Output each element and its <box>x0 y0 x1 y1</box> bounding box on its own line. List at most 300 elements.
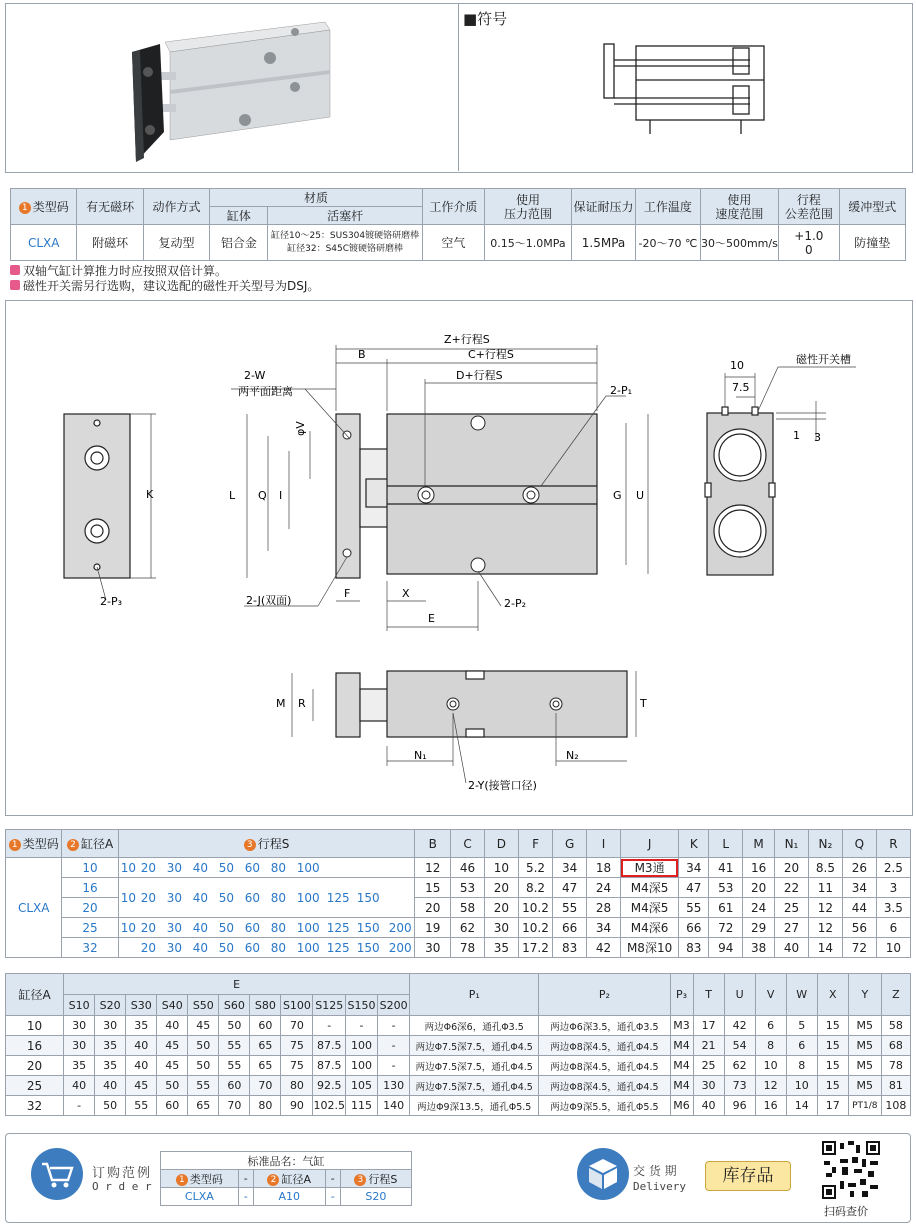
tolerance-header: 行程 公差范围 <box>779 189 839 225</box>
dim-value-k: 34 <box>679 858 709 878</box>
stroke-value: 80 <box>270 860 286 875</box>
delivery-title-en: Delivery <box>633 1180 686 1193</box>
dimension-table: 1 类型码 2 缸径A 3 行程S B C D F G I J K L M N₁ N₂ Q R CLXA 10 10 20 30 40 50 60 80 100 12 46 10 5.2 34 18 M3通 34 41 16 20 8.5 26 2.5 16 10 20 30 40 50 60 80 100 125 150 15 53 20 8.2 47 24 M4深5 47 53 20 22 11 34 3 20 20 58 20 10.2 55 28 M4深5 55 61 24 25 12 44 3.5 25 10 20 30 40 50 60 80 100 125 150 200 19 62 30 10.2 66 34 M4深6 66 72 29 27 12 56 6 32 20 30 40 50 60 80 100 125 150 200 30 78 35 17.2 83 42 M8深10 83 94 38 40 14 72 10 <box>5 829 911 958</box>
e-value: 55 <box>188 1076 219 1096</box>
dim-value-m: 38 <box>743 938 775 958</box>
rest-value: 21 <box>693 1036 724 1056</box>
action-header: 动作方式 <box>143 189 209 225</box>
e-value: 60 <box>250 1016 281 1036</box>
label-b: B <box>358 348 366 361</box>
col-b: B <box>415 830 451 858</box>
pressure-header: 使用 压力范围 <box>485 189 572 225</box>
dim-value-c: 46 <box>451 858 485 878</box>
e-value: 92.5 <box>313 1076 346 1096</box>
cylinder-value: 铝合金 <box>210 225 268 261</box>
label-t: T <box>640 697 647 710</box>
dim-value-l: 61 <box>709 898 743 918</box>
dim-bore: 10 <box>62 858 118 878</box>
e-value: 45 <box>157 1036 188 1056</box>
stroke-value: 30 <box>166 860 182 875</box>
e-row <box>6 1016 911 1036</box>
e-value: 50 <box>95 1096 126 1116</box>
stroke-value: 80 <box>270 890 286 905</box>
dim-value-j: M8深10 <box>620 938 678 958</box>
dim-value-d: 35 <box>484 938 518 958</box>
p1-value: 两边Φ9深13.5，通孔Φ5.5 <box>410 1096 539 1116</box>
stroke-list <box>118 878 415 918</box>
dim-row <box>6 878 911 898</box>
p3-value: M4 <box>670 1076 693 1096</box>
e-value: 40 <box>95 1076 126 1096</box>
e-value: 50 <box>157 1076 188 1096</box>
order-std-name: 标准品名：气缸 <box>161 1152 412 1170</box>
tolerance-minus: 0 <box>805 242 813 257</box>
e-col-header: S40 <box>157 995 188 1016</box>
e-col-header: S20 <box>95 995 126 1016</box>
dim-value-b: 12 <box>415 858 451 878</box>
dim-value-c: 62 <box>451 918 485 938</box>
order-v1: CLXA <box>161 1188 239 1206</box>
dim-value-b: 19 <box>415 918 451 938</box>
dim-value-n₁: 27 <box>775 918 809 938</box>
e-col-header: S200 <box>378 995 410 1016</box>
stroke-value: 50 <box>218 890 234 905</box>
label-groove: 磁性开关槽 <box>796 353 851 366</box>
dim-value-i: 18 <box>587 858 621 878</box>
e-value: 65 <box>188 1096 219 1116</box>
e-bore: 20 <box>6 1056 64 1076</box>
rod-value-2: 缸径32：S45C镀硬铬研磨棒 <box>287 243 404 254</box>
rest-value: 15 <box>817 1036 848 1056</box>
p1-value: 两边Φ7.5深7.5，通孔Φ4.5 <box>410 1036 539 1056</box>
rest-value: M5 <box>848 1076 881 1096</box>
dim-value-n₂: 12 <box>808 918 842 938</box>
e-bore-header: 缸径A <box>6 974 64 1016</box>
dim-value-n₂: 11 <box>808 878 842 898</box>
p1-value: 两边Φ7.5深7.5，通孔Φ4.5 <box>410 1056 539 1076</box>
label-f: F <box>344 587 351 600</box>
stroke-value <box>389 891 411 905</box>
stroke-value: 20 <box>140 920 156 935</box>
y-header: Y <box>848 974 881 1016</box>
order-dash-3: - <box>238 1188 253 1206</box>
e-bore: 10 <box>6 1016 64 1036</box>
e-value: 115 <box>346 1096 378 1116</box>
dim-value-n₁: 22 <box>775 878 809 898</box>
dim-bore: 16 <box>62 878 118 898</box>
col-g: G <box>553 830 587 858</box>
order-dash-2: - <box>325 1170 340 1188</box>
dim-value-i: 42 <box>587 938 621 958</box>
magnet-header: 有无磁环 <box>77 189 143 225</box>
stroke-value: 80 <box>270 920 286 935</box>
rest-value: 108 <box>881 1096 910 1116</box>
u-header: U <box>724 974 755 1016</box>
stroke-value <box>389 861 411 875</box>
order-h3: 行程S <box>368 1172 398 1186</box>
stroke-value: 10 <box>120 890 136 905</box>
rest-value: 42 <box>724 1016 755 1036</box>
rest-value: 15 <box>817 1056 848 1076</box>
label-10: 10 <box>730 359 744 372</box>
label-y: 2-Y(接管口径) <box>468 779 537 792</box>
stroke-value: 60 <box>244 920 260 935</box>
dim-value-j: M3通 <box>620 858 678 878</box>
rest-value: 5 <box>786 1016 817 1036</box>
p3-value: M6 <box>670 1096 693 1116</box>
rest-value: 10 <box>786 1076 817 1096</box>
rest-value: 73 <box>724 1076 755 1096</box>
order-h2: 缸径A <box>281 1172 311 1186</box>
rest-value: 17 <box>817 1096 848 1116</box>
col-n1: N₁ <box>775 830 809 858</box>
dim-value-q: 56 <box>842 918 876 938</box>
label-e: E <box>428 612 435 625</box>
dim-value-i: 34 <box>587 918 621 938</box>
stroke-value: 60 <box>244 940 260 955</box>
p2-value: 两边Φ9深5.5，通孔Φ5.5 <box>539 1096 670 1116</box>
stroke-list <box>118 938 415 958</box>
cushion-value: 防撞垫 <box>839 225 906 261</box>
label-v: φV <box>294 421 307 436</box>
e-value: - <box>346 1016 378 1036</box>
e-value: - <box>313 1016 346 1036</box>
stock-badge: 库存品 <box>705 1161 791 1191</box>
dim-value-i: 28 <box>587 898 621 918</box>
e-value: 55 <box>219 1036 250 1056</box>
stroke-list <box>118 918 415 938</box>
type-code-value: CLXA <box>11 225 77 261</box>
e-bore: 16 <box>6 1036 64 1056</box>
type-code-header: 类型码 <box>32 200 69 214</box>
e-value: 100 <box>346 1036 378 1056</box>
qr-caption: 扫码查价 <box>824 1205 868 1218</box>
dim-value-f: 8.2 <box>518 878 553 898</box>
rest-value: 16 <box>755 1096 786 1116</box>
stroke-value: 60 <box>244 890 260 905</box>
col-c: C <box>451 830 485 858</box>
dim-value-r: 10 <box>876 938 910 958</box>
stroke-value: 50 <box>218 860 234 875</box>
stroke-value: 150 <box>356 940 380 955</box>
e-bore: 25 <box>6 1076 64 1096</box>
e-value: 35 <box>126 1016 157 1036</box>
col-f: F <box>518 830 553 858</box>
rest-value: 12 <box>755 1076 786 1096</box>
e-value: 30 <box>64 1036 95 1056</box>
p2-value: 两边Φ8深4.5，通孔Φ4.5 <box>539 1056 670 1076</box>
e-value: 70 <box>219 1096 250 1116</box>
dim-value-b: 15 <box>415 878 451 898</box>
p2-value: 两边Φ8深4.5，通孔Φ4.5 <box>539 1076 670 1096</box>
rest-value: 78 <box>881 1056 910 1076</box>
e-bore: 32 <box>6 1096 64 1116</box>
label-p3: 2-P₃ <box>100 595 123 608</box>
e-value: 50 <box>219 1016 250 1036</box>
e-row <box>6 1096 911 1116</box>
p1-header: P₁ <box>410 974 539 1016</box>
label-w-desc: 两平面距离 <box>238 385 293 398</box>
dim-value-r: 3.5 <box>876 898 910 918</box>
label-l: L <box>229 489 236 502</box>
e-row <box>6 1056 911 1076</box>
e-value: 90 <box>281 1096 313 1116</box>
dim-value-l: 41 <box>709 858 743 878</box>
order-h1: 类型码 <box>189 1172 223 1186</box>
dim-value-k: 55 <box>679 898 709 918</box>
label-7-5: 7.5 <box>732 381 750 394</box>
e-value: 80 <box>281 1076 313 1096</box>
rest-value: 8 <box>755 1036 786 1056</box>
stroke-value: 30 <box>166 920 182 935</box>
dim-value-f: 10.2 <box>518 918 553 938</box>
stroke-value: 30 <box>166 890 182 905</box>
p3-value: M3 <box>670 1016 693 1036</box>
p3-header: P₃ <box>670 974 693 1016</box>
e-value: 80 <box>250 1096 281 1116</box>
stroke-value: 50 <box>218 920 234 935</box>
dim-value-c: 53 <box>451 878 485 898</box>
medium-value: 空气 <box>422 225 484 261</box>
stroke-value: 10 <box>120 920 136 935</box>
e-value: 35 <box>95 1056 126 1076</box>
e-value: 105 <box>346 1076 378 1096</box>
w-header: W <box>786 974 817 1016</box>
dim-row <box>6 918 911 938</box>
rest-value: 40 <box>693 1096 724 1116</box>
e-value: 60 <box>157 1096 188 1116</box>
temp-header: 工作温度 <box>636 189 700 225</box>
dim-value-j: M4深5 <box>620 878 678 898</box>
e-col-header: S80 <box>250 995 281 1016</box>
stroke-list <box>118 858 415 878</box>
label-w: 2-W <box>244 369 266 382</box>
rod-value-1: 缸径10～25：SUS304镀硬铬研磨棒 <box>271 230 420 241</box>
top-divider <box>458 3 459 171</box>
e-value: 40 <box>126 1056 157 1076</box>
p1-value: 两边Φ6深6，通孔Φ3.5 <box>410 1016 539 1036</box>
dim-value-q: 44 <box>842 898 876 918</box>
rest-value: 68 <box>881 1036 910 1056</box>
dim-bore: 32 <box>62 938 118 958</box>
spec-table: 1 类型码 有无磁环 动作方式 材质 工作介质 使用 压力范围 保证耐压力 工作温度 使用 速度范围 行程 公差范围 缓冲型式 缸体 活塞杆 CLXA 附磁环 复动型 铝合金 缸径10～25：SUS304镀硬铬研磨棒 缸径32：S45C镀硬铬研磨棒 空气 0.15～1.0MPa 1.5MPa -20～70 ℃ 30～500mm/s +1.0 0 防撞垫 <box>10 188 906 261</box>
dim-bore: 25 <box>62 918 118 938</box>
col-n2: N₂ <box>808 830 842 858</box>
e-value: 102.5 <box>313 1096 346 1116</box>
dim-value-g: 55 <box>553 898 587 918</box>
rest-value: 30 <box>693 1076 724 1096</box>
stroke-value: 200 <box>388 920 412 935</box>
label-n2: N₂ <box>566 749 579 762</box>
e-col-header: S150 <box>346 995 378 1016</box>
e-value: 75 <box>281 1036 313 1056</box>
e-value: 45 <box>157 1056 188 1076</box>
dim-value-q: 26 <box>842 858 876 878</box>
e-value: 60 <box>219 1076 250 1096</box>
e-value: 70 <box>250 1076 281 1096</box>
dim-value-r: 2.5 <box>876 858 910 878</box>
stroke-value: 10 <box>120 860 136 875</box>
rest-value: 15 <box>817 1076 848 1096</box>
dim-value-i: 24 <box>587 878 621 898</box>
order-v3: S20 <box>340 1188 411 1206</box>
label-n1: N₁ <box>414 749 427 762</box>
e-value: 65 <box>250 1036 281 1056</box>
dim-value-j: M4深6 <box>620 918 678 938</box>
rod-header: 活塞杆 <box>268 207 422 225</box>
stroke-value: 40 <box>192 890 208 905</box>
dim-value-g: 66 <box>553 918 587 938</box>
label-x: X <box>402 587 410 600</box>
dim-value-f: 5.2 <box>518 858 553 878</box>
label-d-stroke: D+行程S <box>456 369 503 382</box>
dim-bore: 20 <box>62 898 118 918</box>
stroke-value: 30 <box>166 940 182 955</box>
e-value: 140 <box>378 1096 410 1116</box>
label-3: 3 <box>814 431 821 444</box>
qr-code <box>822 1141 880 1199</box>
e-row <box>6 1036 911 1056</box>
dim-value-m: 20 <box>743 878 775 898</box>
e-value: 55 <box>219 1056 250 1076</box>
label-z-stroke: Z+行程S <box>444 333 490 346</box>
e-row <box>6 1076 911 1096</box>
e-value: 55 <box>126 1096 157 1116</box>
dim-value-l: 72 <box>709 918 743 938</box>
dim-value-n₂: 8.5 <box>808 858 842 878</box>
stroke-value: 125 <box>326 890 350 905</box>
dim-value-r: 6 <box>876 918 910 938</box>
stroke-value: 100 <box>296 890 320 905</box>
note-1: 双轴气缸计算推力时应按照双倍计算。 <box>10 262 227 279</box>
dimension-drawing <box>6 301 910 813</box>
e-col-header: S10 <box>64 995 95 1016</box>
e-value: 70 <box>281 1016 313 1036</box>
label-g: G <box>613 489 622 502</box>
stroke-value <box>357 861 389 875</box>
stroke-value: 20 <box>140 890 156 905</box>
label-1: 1 <box>793 429 800 442</box>
cylinder-header: 缸体 <box>210 207 268 225</box>
temp-value: -20～70 ℃ <box>636 225 700 261</box>
stroke-value: 150 <box>356 890 380 905</box>
proof-header: 保证耐压力 <box>571 189 635 225</box>
col-j: J <box>620 830 678 858</box>
dim-row <box>6 858 911 878</box>
dim-value-b: 20 <box>415 898 451 918</box>
rest-value: 8 <box>786 1056 817 1076</box>
e-value: 50 <box>188 1056 219 1076</box>
rest-value: M5 <box>848 1056 881 1076</box>
col-q: Q <box>842 830 876 858</box>
order-dash-1: - <box>238 1170 253 1188</box>
stroke-value: 50 <box>218 940 234 955</box>
order-v2: A10 <box>253 1188 325 1206</box>
speed-header: 使用 速度范围 <box>700 189 779 225</box>
delivery-box-icon <box>576 1147 630 1201</box>
rest-value: 17 <box>693 1016 724 1036</box>
label-q: Q <box>258 489 267 502</box>
e-table <box>5 973 911 1116</box>
stroke-value: 40 <box>192 860 208 875</box>
stroke-value: 20 <box>140 940 156 955</box>
e-value: 40 <box>126 1036 157 1056</box>
e-value: 35 <box>64 1056 95 1076</box>
dim-value-k: 83 <box>679 938 709 958</box>
dim-value-d: 30 <box>484 918 518 938</box>
cushion-header: 缓冲型式 <box>839 189 906 225</box>
stroke-value: 80 <box>270 940 286 955</box>
z-header: Z <box>881 974 910 1016</box>
dim-type-code: CLXA <box>6 858 62 958</box>
dim-value-l: 53 <box>709 878 743 898</box>
note-icon <box>10 280 20 290</box>
p3-value: M4 <box>670 1036 693 1056</box>
dim-value-q: 34 <box>842 878 876 898</box>
rest-value: 81 <box>881 1076 910 1096</box>
stroke-value <box>121 941 141 955</box>
tolerance-plus: +1.0 <box>794 228 824 243</box>
dim-value-k: 47 <box>679 878 709 898</box>
e-col-header: S50 <box>188 995 219 1016</box>
dim-value-r: 3 <box>876 878 910 898</box>
proof-value: 1.5MPa <box>571 225 635 261</box>
dim-value-q: 72 <box>842 938 876 958</box>
stroke-value: 100 <box>296 860 320 875</box>
e-col-header: S60 <box>219 995 250 1016</box>
rest-value: 25 <box>693 1056 724 1076</box>
note-2: 磁性开关需另行选购，建议选配的磁性开关型号为DSJ。 <box>10 277 319 294</box>
dim-value-g: 34 <box>553 858 587 878</box>
stroke-value: 200 <box>388 940 412 955</box>
material-header: 材质 <box>210 189 423 207</box>
stroke-value: 40 <box>192 940 208 955</box>
dim-value-k: 66 <box>679 918 709 938</box>
p1-value: 两边Φ7.5深7.5，通孔Φ4.5 <box>410 1076 539 1096</box>
col-d: D <box>484 830 518 858</box>
stroke-value: 20 <box>140 860 156 875</box>
e-col-header: S100 <box>281 995 313 1016</box>
stroke-value: 150 <box>356 920 380 935</box>
speed-value: 30～500mm/s <box>700 225 779 261</box>
p2-value: 两边Φ6深3.5，通孔Φ3.5 <box>539 1016 670 1036</box>
stroke-value <box>327 861 357 875</box>
rest-value: 54 <box>724 1036 755 1056</box>
col-i: I <box>587 830 621 858</box>
dim-value-d: 20 <box>484 878 518 898</box>
dim-value-m: 16 <box>743 858 775 878</box>
stroke-value: 100 <box>296 940 320 955</box>
label-i: I <box>279 489 283 502</box>
dim-row <box>6 938 911 958</box>
e-value: 50 <box>188 1036 219 1056</box>
stroke-value: 60 <box>244 860 260 875</box>
x-header: X <box>817 974 848 1016</box>
dim-value-c: 78 <box>451 938 485 958</box>
e-col-header: S125 <box>313 995 346 1016</box>
action-value: 复动型 <box>143 225 209 261</box>
e-value: 130 <box>378 1076 410 1096</box>
rest-value: M5 <box>848 1036 881 1056</box>
dim-bore-header: 缸径A <box>80 837 114 851</box>
magnet-value: 附磁环 <box>77 225 143 261</box>
dim-value-g: 83 <box>553 938 587 958</box>
rest-value: 58 <box>881 1016 910 1036</box>
dim-value-n₁: 25 <box>775 898 809 918</box>
dim-value-m: 24 <box>743 898 775 918</box>
e-value: - <box>378 1016 410 1036</box>
label-p2: 2-P₂ <box>504 597 527 610</box>
